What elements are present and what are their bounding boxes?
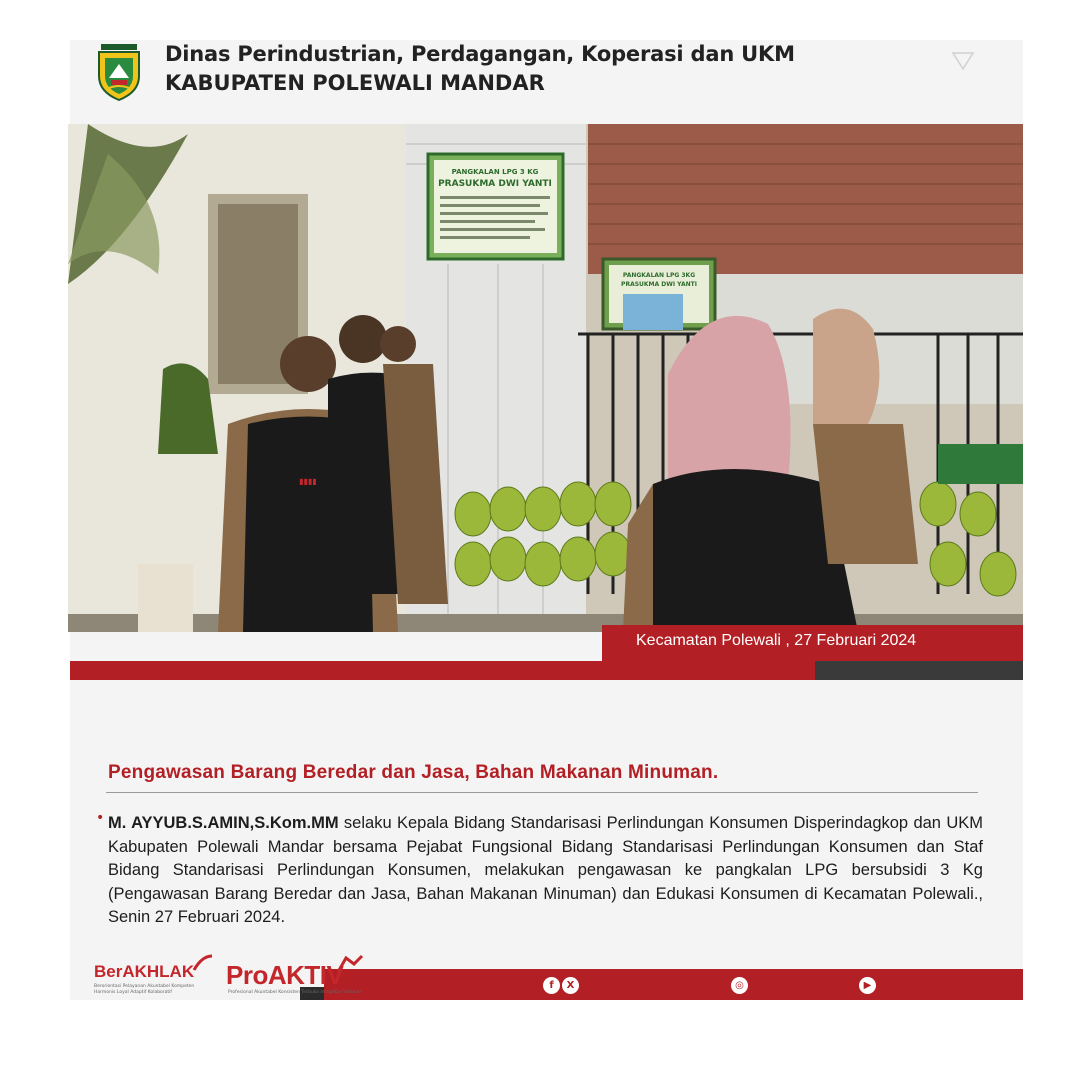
instagram-icon[interactable]: ◎ — [731, 977, 748, 994]
official-name: M. AYYUB.S.AMIN,S.Kom.MM — [108, 814, 339, 832]
swoosh-icon — [192, 954, 214, 972]
facebook-icon[interactable]: f — [543, 977, 560, 994]
inspection-photo — [68, 124, 1023, 632]
youtube-icon[interactable]: ▶ — [859, 977, 876, 994]
header — [70, 40, 1023, 122]
sign-main-title: PANGKALAN LPG 3 KG — [451, 168, 539, 176]
berakhlak-wordmark: BerAKHLAK — [94, 962, 195, 981]
body-paragraph — [108, 812, 983, 930]
svg-text:▮▮▮▮: ▮▮▮▮ — [299, 477, 317, 486]
flag-icon — [336, 954, 364, 974]
sign-side-name: PRASUKMA DWI YANTI — [621, 281, 697, 288]
photo-illustration — [68, 124, 1023, 632]
section-title: Pengawasan Barang Beredar dan Jasa, Bahan Makanan Minuman. — [108, 762, 719, 783]
proaktiv-tagline: Profesional Akuntabel Konsisten Terbuka Integritas Visioner — [228, 990, 362, 995]
bullet-icon: • — [96, 810, 105, 826]
caption-bar — [602, 625, 1023, 661]
corner-triangle-icon — [951, 50, 975, 72]
agency-title: Dinas Perindustrian, Perdagangan, Koperasi dan UKM — [165, 42, 795, 66]
dark-stripe — [815, 661, 1023, 680]
x-icon[interactable]: X — [562, 977, 579, 994]
footer-bar — [324, 969, 1023, 1000]
divider — [106, 792, 978, 793]
proaktiv-wordmark: ProAKTIV — [226, 960, 344, 990]
sign-side-title: PANGKALAN LPG 3KG — [622, 272, 696, 279]
proaktiv-logo — [226, 954, 376, 1000]
regency-crest-icon — [95, 44, 143, 102]
body-text: selaku Kepala Bidang Standarisasi Perlindungan Konsumen Disperindagkop dan UKM Kabupaten Polewali Mandar bersama Pejabat Fungsional Bidang Standarisasi Perlindungan Konsumen dan Staf Bidang Standarisasi Perlindungan Konsumen, melakukan pengawasan ke pangkalan LPG bersubsidi 3 Kg (Pengawasan Barang Beredar dan Jasa, Bahan Makanan Minuman) dan Edukasi Konsumen di Kecamatan Polewali., Senin 27 Februari 2024. — [108, 814, 984, 926]
accent-stripe — [70, 661, 815, 680]
location-date-caption: Kecamatan Polewali , 27 Februari 2024 — [636, 632, 917, 649]
regency-title: KABUPATEN POLEWALI MANDAR — [165, 71, 545, 95]
sign-main-name: PRASUKMA DWI YANTI — [438, 179, 552, 189]
berakhlak-tagline: Berorientasi Pelayanan Akuntabel Kompeten Harmonis Loyal Adaptif Kolaboratif — [94, 984, 195, 995]
berakhlak-logo — [94, 954, 214, 1000]
post-card — [70, 40, 1023, 1000]
